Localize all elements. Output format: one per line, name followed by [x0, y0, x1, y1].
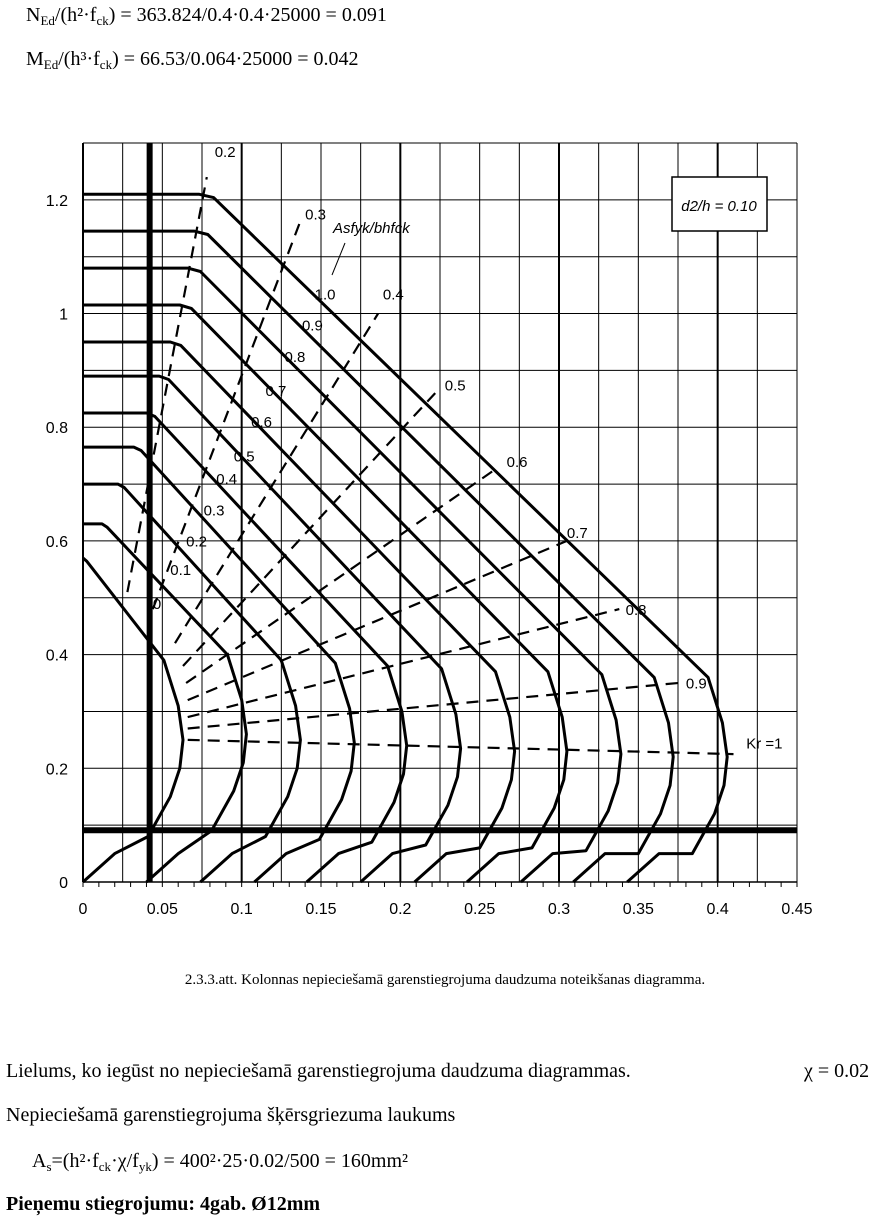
x-tick-label: 0 — [78, 901, 88, 918]
labels — [46, 144, 813, 918]
curve-label: 0.5 — [233, 448, 255, 466]
kr-line — [175, 314, 378, 644]
y-tick-label: 1 — [59, 306, 68, 324]
interaction-curve — [83, 558, 183, 882]
kr-label: 0.3 — [305, 206, 326, 224]
grid — [83, 143, 797, 887]
ned-fck-subscript: ck — [96, 13, 109, 28]
as-mid: =(h²·f — [51, 1150, 99, 1172]
med-mid: /(h³·f — [58, 48, 100, 70]
y-tick-label: 1.2 — [45, 192, 68, 210]
as-symbol: A — [32, 1150, 47, 1172]
interaction-curve — [83, 194, 727, 882]
kr-label: 0.2 — [214, 144, 236, 162]
figure-caption: 2.3.3.att. Kolonnas nepieciešamā garenstiegrojuma daudzuma noteikšanas diagramma. — [184, 972, 706, 988]
interaction-diagram — [0, 125, 890, 925]
kr-label: 0.7 — [566, 525, 588, 543]
med-value: ) = 66.53/0.064·25000 = 0.042 — [112, 48, 359, 70]
ned-value: ) = 363.824/0.4·0.4·25000 = 0.091 — [108, 4, 387, 26]
kr-label: 0.8 — [625, 601, 647, 619]
family-leader — [332, 243, 345, 275]
kr-label: 0.5 — [444, 377, 466, 395]
curve-label: 1.0 — [314, 286, 336, 304]
curve-label: 0.3 — [203, 502, 225, 520]
interaction-curves — [83, 194, 727, 882]
curve-label: 0.2 — [186, 533, 207, 551]
y-tick-label: 0.6 — [45, 533, 68, 551]
x-tick-label: 0.05 — [146, 901, 178, 918]
curve-label: 0.6 — [251, 414, 273, 432]
chi-value: χ = 0.02 — [804, 1060, 870, 1082]
as-value: ) = 400²·25·0.02/500 = 160mm² — [151, 1150, 409, 1172]
interaction-curve — [83, 413, 407, 882]
as-mid2: ·χ/f — [111, 1150, 139, 1172]
ned-equation — [26, 4, 387, 29]
kr-label: 0.9 — [685, 675, 707, 693]
x-tick-label: 0.15 — [305, 901, 337, 918]
curve-label: 0.1 — [170, 562, 192, 580]
kr-label: Kr =1 — [746, 735, 783, 753]
x-tick-label: 0.45 — [781, 901, 813, 918]
as-equation — [32, 1150, 408, 1175]
x-tick-label: 0.3 — [547, 901, 571, 918]
x-tick-label: 0.1 — [230, 901, 253, 918]
x-tick-label: 0.2 — [389, 901, 412, 918]
ned-subscript: Ed — [40, 13, 55, 28]
ned-mid: /(h²·f — [54, 4, 97, 26]
kr-label: 0.4 — [382, 286, 404, 304]
curve-label: 0.9 — [301, 317, 323, 335]
y-tick-label: 0.2 — [45, 761, 68, 779]
med-equation — [26, 48, 359, 73]
kr-line — [188, 683, 678, 729]
as-subscript: s — [46, 1159, 52, 1174]
family-label: Asfyk/bhfck — [333, 220, 410, 237]
curve-label: 0.4 — [216, 471, 238, 489]
y-tick-label: 0.8 — [45, 420, 68, 438]
as-fyk-subscript: yk — [138, 1159, 152, 1174]
y-tick-label: 0.4 — [45, 647, 68, 665]
y-tick-label: 0 — [59, 875, 68, 892]
curve-label: 0.7 — [265, 382, 287, 400]
ned-symbol: N — [26, 4, 41, 26]
as-fck-subscript: ck — [98, 1159, 112, 1174]
curve-label: 0 — [152, 596, 162, 614]
x-tick-label: 0.25 — [464, 901, 496, 918]
x-tick-label: 0.35 — [622, 901, 654, 918]
accepted-reinforcement: Pieņemu stiegrojumu: 4gab. Ø12mm — [6, 1193, 321, 1215]
curve-label: 0.8 — [284, 348, 306, 366]
ratio-box — [672, 177, 767, 231]
kr-line — [127, 177, 206, 592]
x-tick-label: 0.4 — [706, 901, 729, 918]
med-symbol: M — [26, 48, 44, 70]
med-fck-subscript: ck — [99, 57, 113, 72]
chi-description: Lielums, ko iegūst no nepieciešamā garenstiegrojuma daudzuma diagrammas. — [6, 1060, 631, 1082]
interaction-curve — [83, 305, 567, 882]
med-subscript: Ed — [43, 57, 59, 72]
kr-label: 0.6 — [506, 454, 528, 472]
ratio-box-label: d2/h = 0.10 — [681, 198, 757, 215]
area-description: Nepieciešamā garenstiegrojuma šķērsgriezuma laukums — [6, 1104, 456, 1126]
